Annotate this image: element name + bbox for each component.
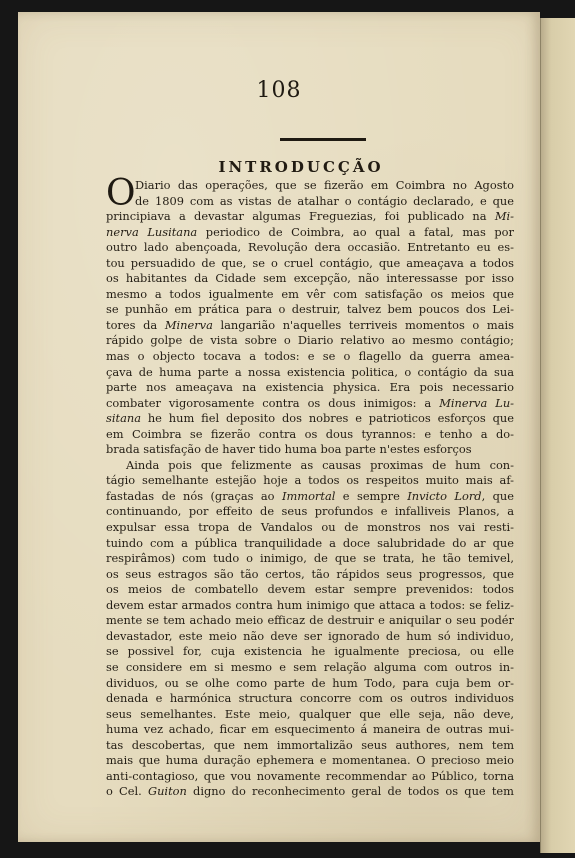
text-line [106,349,514,365]
text-run: mais que huma duração ephemera e momentanea. O precioso meio [106,753,514,768]
text-line [106,318,514,334]
text-line [106,582,514,598]
text-run: parte nos ameaçava na existencia physica. Era pois necessario [106,380,514,395]
text-line [106,722,514,738]
text-run: rápido golpe de vista sobre o Diario relativo ao mesmo contágio; [106,333,514,348]
text-run: tores da [106,317,165,332]
text-run: outro lado abençoada, Revolução dera occasião. Entretanto eu es- [106,240,514,255]
text-run: çava de huma parte a nossa existencia politica, o contágio da sua [106,364,514,379]
drop-cap: O [106,173,136,214]
italic-text: Immortal [281,488,336,503]
text-run: continuando, por effeito de seus profundos e infalliveis Planos, a [106,504,514,519]
text-line [106,676,514,692]
text-run: tágio semelhante estejão hoje a todos os respeitos muito mais af- [106,473,514,488]
body-text [106,173,515,800]
text-run: langarião n'aquelles terriveis momentos o mais [212,317,514,332]
text-run: expulsar essa tropa de Vandalos ou de monstros nos vai resti- [106,520,514,535]
text-line [106,380,514,396]
text-run: mesmo a todos igualmente em vêr com satisfação os meios que [106,286,514,301]
text-run: digno do reconhecimento geral de todos os que tem [186,784,514,799]
text-run: respirâmos) com tudo o inimigo, de que se trata, he tão temivel, [106,551,514,566]
text-line [106,240,514,256]
text-run: seus semelhantes. Este meio, qualquer que elle seja, não deve, [106,706,514,721]
text-line [106,178,514,194]
text-line [106,660,514,676]
text-run: tas descobertas, que nem immortalizão seus authores, nem tem [106,737,514,752]
text-run: anti-contagioso, que vou novamente recommendar ao Público, torna [106,768,514,783]
text-line [106,753,514,769]
text-run: mas o objecto tocava a todos: e se o flagello da guerra amea- [106,349,514,364]
text-line [106,489,514,505]
text-line [106,551,514,567]
text-line [106,442,514,458]
text-line [106,738,514,754]
text-run: os habitantes da Cidade sem excepção, não interessasse por isso [106,271,514,286]
text-line [106,256,514,272]
italic-text: Minerva [164,317,213,332]
italic-text: Minerva Lu- [439,395,515,410]
text-line [106,691,514,707]
heading-rule [280,138,366,141]
text-run: tou persuadido de que, se o cruel contágio, que ameaçava a todos [106,255,514,270]
text-run: he hum fiel deposito dos nobres e patrioticos esforços que [140,411,514,426]
text-line [106,365,514,381]
text-line [106,271,514,287]
text-line [106,396,514,412]
italic-text: sitana [106,411,141,426]
text-line [106,225,514,241]
text-run: brada satisfação de haver tido huma boa parte n'estes esforços [106,442,472,457]
text-line [106,567,514,583]
text-run: e sempre [335,488,408,503]
text-run: se possivel for, cuja existencia he igualmente preciosa, ou elle [106,644,514,659]
italic-text: Invicto Lord [407,488,482,503]
text-run: devem estar armados contra hum inimigo que attaca a todos: se feliz- [106,597,514,612]
text-line [106,287,514,303]
text-line [106,613,514,629]
text-line [106,598,514,614]
text-line [106,629,514,645]
text-run: mente se tem achado meio efficaz de destruir e aniquilar o seu podér [106,613,514,628]
text-line [106,302,514,318]
text-line [106,427,514,443]
text-line [106,644,514,660]
next-page-edge [540,18,575,853]
italic-text: nerva Lusitana [106,224,198,239]
text-run: se punhão em prática para o destruir, talvez bem poucos dos Lei- [106,302,514,317]
text-run: em Coimbra se fizerão contra os dous tyrannos: e tenho a do- [106,426,514,441]
text-run: se considere em si mesmo e sem relação alguma com outros in- [106,659,514,674]
text-run: os meios de combatello devem estar sempre prevenidos: todos [106,582,514,597]
text-line [106,458,514,474]
text-run: , que [481,488,514,503]
text-run: Ainda pois que felizmente as causas proximas de hum con- [126,457,514,472]
text-run: fastadas de nós (graças ao [106,488,282,503]
text-line [106,209,514,225]
text-run: huma vez achado, ficar em esquecimento á maneira de outras mui- [106,722,514,737]
text-run: periodico de Coimbra, ao qual a fatal, mas por [197,224,514,239]
text-run: dividuos, ou se olhe como parte de hum Todo, para cuja bem or- [106,675,514,690]
text-run: tuindo com a pública tranquilidade a doce salubridade do ar que [106,535,514,550]
text-line [106,411,514,427]
text-run: combater vigorosamente contra os dous inimigos: a [106,395,440,410]
text-line [106,473,514,489]
text-run: principiava a devastar algumas Freguezias, foi publicado na [106,209,495,224]
italic-text: Guiton [147,784,187,799]
text-run: o Cel. [106,784,148,799]
text-run: os seus estragos são tão certos, tão rápidos seus progressos, que [106,566,514,581]
text-run: denada e harmónica structura concorre com os outros individuos [106,691,514,706]
text-line [106,536,514,552]
text-line [106,333,514,349]
text-line [106,504,514,520]
text-line [106,769,514,785]
section-heading: INTRODUCÇÃO [218,158,384,176]
text-line [106,707,514,723]
page-number: 108 [256,78,302,103]
text-run: de 1809 com as vistas de atalhar o contágio declarado, e que [135,193,514,208]
text-line [106,784,514,800]
italic-text: Mi- [494,209,514,224]
text-run: Diario das operações, que se fizerão em Coimbra no Agosto [135,178,514,192]
text-run: devastador, este meio não deve ser ignorado de hum só individuo, [106,628,514,643]
text-line [106,520,514,536]
text-line [106,194,514,210]
